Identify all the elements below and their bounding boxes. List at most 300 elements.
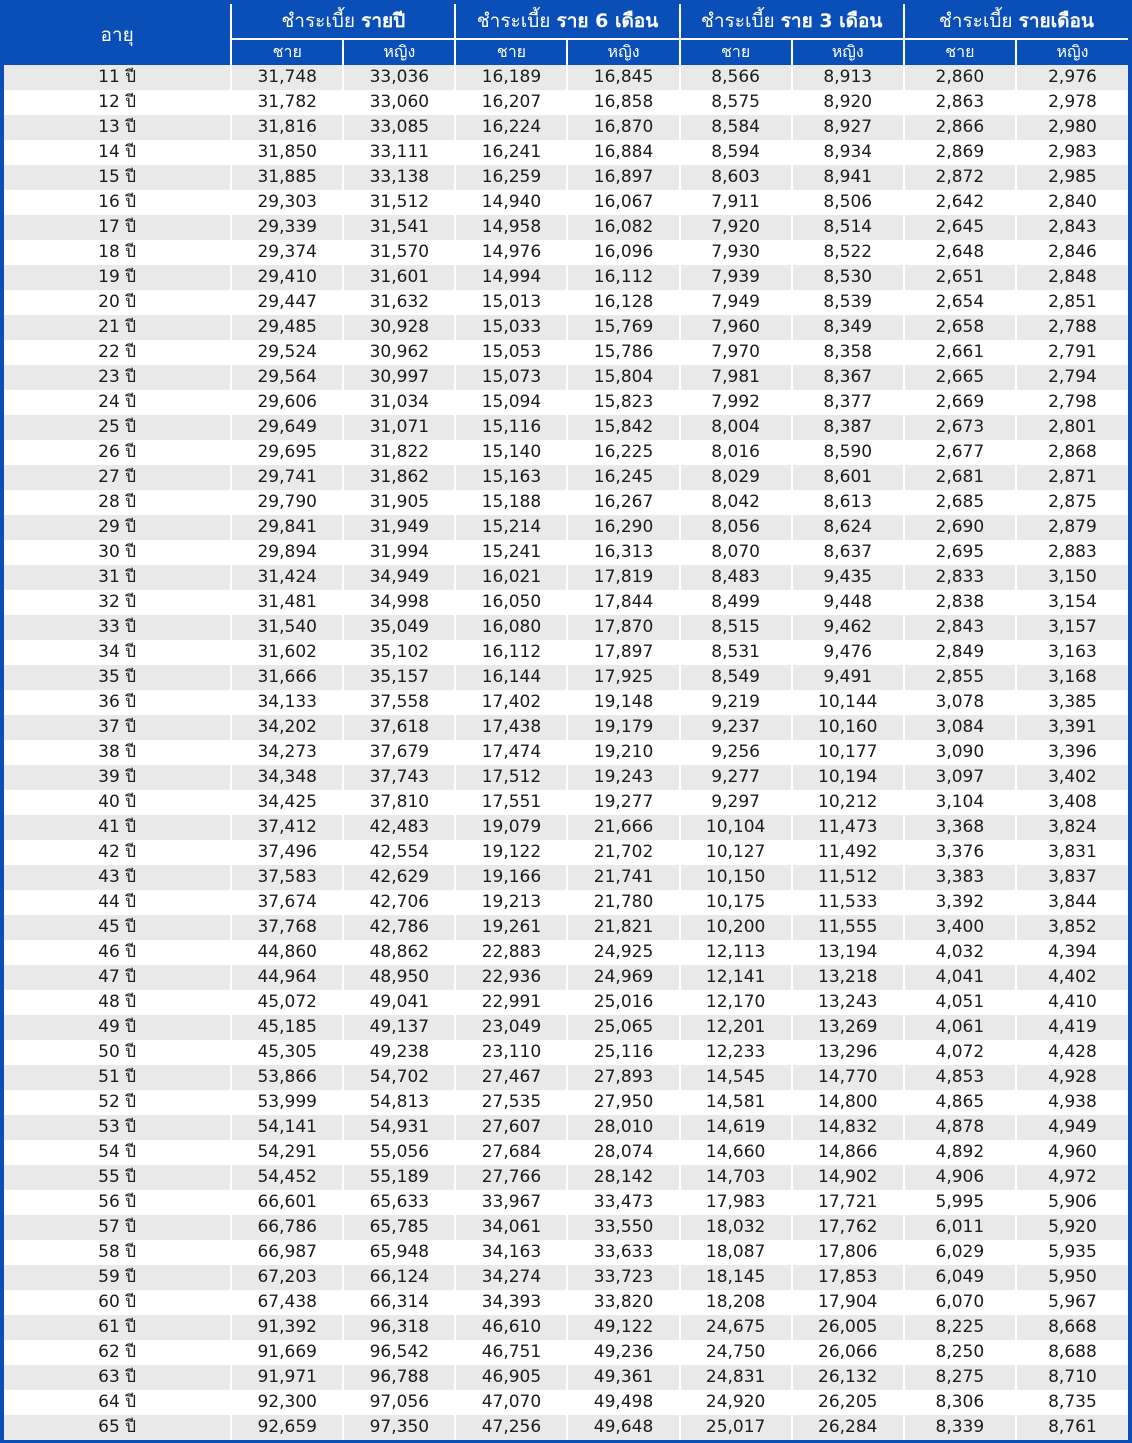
age-cell: 18 ปี: [4, 240, 230, 265]
female-header: หญิง: [342, 40, 454, 65]
annual-female-cell: 96,318: [342, 1315, 454, 1340]
table-row: [4, 965, 1128, 990]
annual-male-cell: 37,768: [230, 915, 342, 940]
annual-male-cell: 37,583: [230, 865, 342, 890]
quarterly-female-cell: 8,601: [791, 465, 903, 490]
semiannual-male-cell: 15,163: [454, 465, 566, 490]
monthly-male-cell: 6,070: [903, 1290, 1015, 1315]
quarterly-male-cell: 24,675: [679, 1315, 791, 1340]
monthly-male-cell: 2,866: [903, 115, 1015, 140]
age-cell: 25 ปี: [4, 415, 230, 440]
monthly-male-cell: 2,863: [903, 90, 1015, 115]
semiannual-male-cell: 16,112: [454, 640, 566, 665]
semiannual-male-cell: 34,163: [454, 1240, 566, 1265]
semiannual-female-cell: 16,225: [566, 440, 678, 465]
quarterly-male-cell: 18,145: [679, 1265, 791, 1290]
monthly-male-cell: 8,250: [903, 1340, 1015, 1365]
semiannual-female-cell: 16,267: [566, 490, 678, 515]
annual-male-cell: 66,601: [230, 1190, 342, 1215]
plan-header-3-month: [679, 4, 903, 40]
table-row: [4, 915, 1128, 940]
annual-female-cell: 31,601: [342, 265, 454, 290]
table-row: [4, 165, 1128, 190]
semiannual-female-cell: 49,236: [566, 1340, 678, 1365]
age-cell: 65 ปี: [4, 1415, 230, 1440]
age-header: อายุ: [4, 4, 230, 65]
table-row: [4, 940, 1128, 965]
annual-male-cell: 37,674: [230, 890, 342, 915]
quarterly-female-cell: 8,387: [791, 415, 903, 440]
table-row: [4, 665, 1128, 690]
semiannual-female-cell: 16,897: [566, 165, 678, 190]
quarterly-male-cell: 9,277: [679, 765, 791, 790]
annual-female-cell: 33,036: [342, 65, 454, 90]
quarterly-female-cell: 8,522: [791, 240, 903, 265]
semiannual-female-cell: 25,016: [566, 990, 678, 1015]
semiannual-female-cell: 33,723: [566, 1265, 678, 1290]
table-row: [4, 640, 1128, 665]
annual-female-cell: 37,743: [342, 765, 454, 790]
quarterly-female-cell: 8,913: [791, 65, 903, 90]
plan-header-6-month: [454, 4, 678, 40]
annual-male-cell: 54,452: [230, 1165, 342, 1190]
annual-male-cell: 29,339: [230, 215, 342, 240]
annual-female-cell: 96,542: [342, 1340, 454, 1365]
annual-male-cell: 31,424: [230, 565, 342, 590]
quarterly-female-cell: 8,927: [791, 115, 903, 140]
age-cell: 16 ปี: [4, 190, 230, 215]
monthly-female-cell: 5,935: [1015, 1240, 1128, 1265]
monthly-male-cell: 2,855: [903, 665, 1015, 690]
annual-female-cell: 37,558: [342, 690, 454, 715]
quarterly-female-cell: 17,853: [791, 1265, 903, 1290]
annual-male-cell: 67,203: [230, 1265, 342, 1290]
age-cell: 46 ปี: [4, 940, 230, 965]
semiannual-male-cell: 34,393: [454, 1290, 566, 1315]
table-row: [4, 90, 1128, 115]
table-row: [4, 115, 1128, 140]
quarterly-male-cell: 8,016: [679, 440, 791, 465]
table-row: [4, 565, 1128, 590]
quarterly-male-cell: 7,949: [679, 290, 791, 315]
annual-male-cell: 29,894: [230, 540, 342, 565]
age-cell: 24 ปี: [4, 390, 230, 415]
annual-female-cell: 97,056: [342, 1390, 454, 1415]
annual-female-cell: 65,948: [342, 1240, 454, 1265]
age-cell: 28 ปี: [4, 490, 230, 515]
age-cell: 34 ปี: [4, 640, 230, 665]
annual-female-cell: 37,810: [342, 790, 454, 815]
monthly-female-cell: 8,761: [1015, 1415, 1128, 1440]
table-header: [4, 4, 1128, 65]
annual-female-cell: 34,998: [342, 590, 454, 615]
quarterly-male-cell: 12,233: [679, 1040, 791, 1065]
quarterly-male-cell: 10,150: [679, 865, 791, 890]
semiannual-male-cell: 15,116: [454, 415, 566, 440]
age-cell: 56 ปี: [4, 1190, 230, 1215]
semiannual-female-cell: 33,820: [566, 1290, 678, 1315]
age-cell: 49 ปี: [4, 1015, 230, 1040]
plan-name: ราย 6 เดือน: [556, 10, 659, 32]
table-row: [4, 265, 1128, 290]
quarterly-male-cell: 14,619: [679, 1115, 791, 1140]
quarterly-male-cell: 7,911: [679, 190, 791, 215]
quarterly-female-cell: 8,377: [791, 390, 903, 415]
semiannual-female-cell: 21,666: [566, 815, 678, 840]
quarterly-female-cell: 14,866: [791, 1140, 903, 1165]
semiannual-male-cell: 17,438: [454, 715, 566, 740]
quarterly-male-cell: 8,603: [679, 165, 791, 190]
annual-male-cell: 29,447: [230, 290, 342, 315]
quarterly-male-cell: 8,584: [679, 115, 791, 140]
annual-male-cell: 31,602: [230, 640, 342, 665]
semiannual-female-cell: 15,769: [566, 315, 678, 340]
table-row: [4, 190, 1128, 215]
annual-male-cell: 31,540: [230, 615, 342, 640]
quarterly-female-cell: 8,941: [791, 165, 903, 190]
table-row: [4, 740, 1128, 765]
age-cell: 23 ปี: [4, 365, 230, 390]
age-cell: 19 ปี: [4, 265, 230, 290]
semiannual-female-cell: 19,243: [566, 765, 678, 790]
quarterly-female-cell: 13,243: [791, 990, 903, 1015]
quarterly-male-cell: 8,515: [679, 615, 791, 640]
monthly-male-cell: 2,838: [903, 590, 1015, 615]
age-cell: 12 ปี: [4, 90, 230, 115]
annual-female-cell: 37,679: [342, 740, 454, 765]
quarterly-male-cell: 8,042: [679, 490, 791, 515]
quarterly-male-cell: 10,200: [679, 915, 791, 940]
plan-header-monthly: [903, 4, 1128, 40]
semiannual-male-cell: 22,883: [454, 940, 566, 965]
age-cell: 11 ปี: [4, 65, 230, 90]
quarterly-female-cell: 10,212: [791, 790, 903, 815]
monthly-male-cell: 5,995: [903, 1190, 1015, 1215]
quarterly-female-cell: 10,177: [791, 740, 903, 765]
male-header: ชาย: [454, 40, 566, 65]
male-header: ชาย: [903, 40, 1015, 65]
monthly-female-cell: 4,960: [1015, 1140, 1128, 1165]
annual-female-cell: 33,085: [342, 115, 454, 140]
monthly-male-cell: 2,695: [903, 540, 1015, 565]
annual-male-cell: 66,987: [230, 1240, 342, 1265]
plan-prefix: ชำระเบี้ย: [476, 10, 551, 32]
annual-male-cell: 29,649: [230, 415, 342, 440]
annual-male-cell: 31,748: [230, 65, 342, 90]
annual-female-cell: 42,786: [342, 915, 454, 940]
monthly-female-cell: 2,875: [1015, 490, 1128, 515]
semiannual-female-cell: 17,844: [566, 590, 678, 615]
table-row: [4, 790, 1128, 815]
semiannual-male-cell: 14,958: [454, 215, 566, 240]
quarterly-female-cell: 8,624: [791, 515, 903, 540]
quarterly-female-cell: 9,462: [791, 615, 903, 640]
age-cell: 63 ปี: [4, 1365, 230, 1390]
semiannual-male-cell: 19,261: [454, 915, 566, 940]
monthly-male-cell: 3,400: [903, 915, 1015, 940]
annual-male-cell: 31,885: [230, 165, 342, 190]
quarterly-male-cell: 10,104: [679, 815, 791, 840]
quarterly-female-cell: 26,284: [791, 1415, 903, 1440]
semiannual-male-cell: 15,188: [454, 490, 566, 515]
semiannual-male-cell: 14,994: [454, 265, 566, 290]
monthly-female-cell: 3,852: [1015, 915, 1128, 940]
monthly-female-cell: 4,972: [1015, 1165, 1128, 1190]
quarterly-male-cell: 12,170: [679, 990, 791, 1015]
annual-male-cell: 34,202: [230, 715, 342, 740]
quarterly-male-cell: 18,087: [679, 1240, 791, 1265]
annual-male-cell: 92,300: [230, 1390, 342, 1415]
monthly-male-cell: 3,368: [903, 815, 1015, 840]
annual-female-cell: 30,997: [342, 365, 454, 390]
age-cell: 64 ปี: [4, 1390, 230, 1415]
quarterly-female-cell: 8,530: [791, 265, 903, 290]
semiannual-male-cell: 15,241: [454, 540, 566, 565]
monthly-female-cell: 2,976: [1015, 65, 1128, 90]
table-row: [4, 1365, 1128, 1390]
monthly-female-cell: 3,163: [1015, 640, 1128, 665]
monthly-male-cell: 3,097: [903, 765, 1015, 790]
semiannual-male-cell: 17,474: [454, 740, 566, 765]
monthly-female-cell: 3,831: [1015, 840, 1128, 865]
age-cell: 13 ปี: [4, 115, 230, 140]
monthly-female-cell: 2,868: [1015, 440, 1128, 465]
quarterly-male-cell: 8,531: [679, 640, 791, 665]
quarterly-male-cell: 9,219: [679, 690, 791, 715]
monthly-female-cell: 2,801: [1015, 415, 1128, 440]
table-row: [4, 1190, 1128, 1215]
annual-female-cell: 49,238: [342, 1040, 454, 1065]
monthly-female-cell: 8,688: [1015, 1340, 1128, 1365]
age-cell: 45 ปี: [4, 915, 230, 940]
monthly-male-cell: 3,104: [903, 790, 1015, 815]
semiannual-male-cell: 46,610: [454, 1315, 566, 1340]
monthly-female-cell: 2,851: [1015, 290, 1128, 315]
annual-male-cell: 53,999: [230, 1090, 342, 1115]
age-cell: 37 ปี: [4, 715, 230, 740]
monthly-male-cell: 2,860: [903, 65, 1015, 90]
annual-female-cell: 31,034: [342, 390, 454, 415]
quarterly-male-cell: 14,660: [679, 1140, 791, 1165]
annual-female-cell: 42,706: [342, 890, 454, 915]
male-header: ชาย: [230, 40, 342, 65]
monthly-female-cell: 5,967: [1015, 1290, 1128, 1315]
age-cell: 29 ปี: [4, 515, 230, 540]
monthly-male-cell: 4,061: [903, 1015, 1015, 1040]
monthly-female-cell: 3,154: [1015, 590, 1128, 615]
monthly-male-cell: 8,275: [903, 1365, 1015, 1390]
quarterly-male-cell: 9,237: [679, 715, 791, 740]
monthly-male-cell: 2,849: [903, 640, 1015, 665]
annual-female-cell: 35,157: [342, 665, 454, 690]
age-cell: 21 ปี: [4, 315, 230, 340]
quarterly-male-cell: 9,297: [679, 790, 791, 815]
semiannual-male-cell: 16,021: [454, 565, 566, 590]
semiannual-male-cell: 46,751: [454, 1340, 566, 1365]
monthly-male-cell: 4,906: [903, 1165, 1015, 1190]
age-cell: 62 ปี: [4, 1340, 230, 1365]
monthly-male-cell: 2,843: [903, 615, 1015, 640]
table-row: [4, 865, 1128, 890]
monthly-male-cell: 6,029: [903, 1240, 1015, 1265]
table-row: [4, 590, 1128, 615]
monthly-male-cell: 3,090: [903, 740, 1015, 765]
table-row: [4, 890, 1128, 915]
monthly-female-cell: 5,906: [1015, 1190, 1128, 1215]
semiannual-female-cell: 16,096: [566, 240, 678, 265]
monthly-male-cell: 4,865: [903, 1090, 1015, 1115]
annual-female-cell: 31,994: [342, 540, 454, 565]
semiannual-male-cell: 27,535: [454, 1090, 566, 1115]
table-body: [4, 65, 1128, 1440]
semiannual-female-cell: 25,065: [566, 1015, 678, 1040]
quarterly-male-cell: 7,960: [679, 315, 791, 340]
age-cell: 59 ปี: [4, 1265, 230, 1290]
annual-male-cell: 37,412: [230, 815, 342, 840]
annual-female-cell: 54,931: [342, 1115, 454, 1140]
semiannual-female-cell: 28,142: [566, 1165, 678, 1190]
semiannual-female-cell: 17,925: [566, 665, 678, 690]
annual-female-cell: 66,314: [342, 1290, 454, 1315]
annual-male-cell: 31,816: [230, 115, 342, 140]
annual-female-cell: 31,071: [342, 415, 454, 440]
annual-male-cell: 29,524: [230, 340, 342, 365]
annual-male-cell: 53,866: [230, 1065, 342, 1090]
annual-male-cell: 45,305: [230, 1040, 342, 1065]
monthly-male-cell: 3,383: [903, 865, 1015, 890]
age-cell: 43 ปี: [4, 865, 230, 890]
quarterly-female-cell: 8,934: [791, 140, 903, 165]
plan-name: รายปี: [361, 10, 406, 32]
quarterly-male-cell: 8,070: [679, 540, 791, 565]
premium-table: [4, 4, 1128, 1440]
quarterly-male-cell: 8,566: [679, 65, 791, 90]
semiannual-female-cell: 33,473: [566, 1190, 678, 1215]
age-cell: 42 ปี: [4, 840, 230, 865]
quarterly-male-cell: 8,594: [679, 140, 791, 165]
annual-female-cell: 31,949: [342, 515, 454, 540]
semiannual-male-cell: 15,140: [454, 440, 566, 465]
quarterly-female-cell: 13,194: [791, 940, 903, 965]
quarterly-male-cell: 8,056: [679, 515, 791, 540]
quarterly-female-cell: 26,132: [791, 1365, 903, 1390]
monthly-female-cell: 2,985: [1015, 165, 1128, 190]
semiannual-female-cell: 16,884: [566, 140, 678, 165]
monthly-male-cell: 2,690: [903, 515, 1015, 540]
quarterly-male-cell: 18,208: [679, 1290, 791, 1315]
annual-male-cell: 91,669: [230, 1340, 342, 1365]
table-row: [4, 540, 1128, 565]
annual-female-cell: 31,822: [342, 440, 454, 465]
semiannual-female-cell: 15,842: [566, 415, 678, 440]
annual-male-cell: 34,425: [230, 790, 342, 815]
semiannual-male-cell: 17,402: [454, 690, 566, 715]
quarterly-male-cell: 7,970: [679, 340, 791, 365]
monthly-female-cell: 2,871: [1015, 465, 1128, 490]
annual-male-cell: 29,374: [230, 240, 342, 265]
quarterly-male-cell: 8,549: [679, 665, 791, 690]
monthly-male-cell: 2,677: [903, 440, 1015, 465]
monthly-female-cell: 4,410: [1015, 990, 1128, 1015]
quarterly-male-cell: 8,004: [679, 415, 791, 440]
annual-male-cell: 29,303: [230, 190, 342, 215]
table-row: [4, 390, 1128, 415]
monthly-male-cell: 4,072: [903, 1040, 1015, 1065]
semiannual-male-cell: 22,991: [454, 990, 566, 1015]
table-row: [4, 815, 1128, 840]
annual-female-cell: 54,813: [342, 1090, 454, 1115]
quarterly-female-cell: 8,358: [791, 340, 903, 365]
age-cell: 52 ปี: [4, 1090, 230, 1115]
age-cell: 26 ปี: [4, 440, 230, 465]
semiannual-female-cell: 15,786: [566, 340, 678, 365]
semiannual-female-cell: 24,925: [566, 940, 678, 965]
semiannual-female-cell: 28,074: [566, 1140, 678, 1165]
annual-male-cell: 29,606: [230, 390, 342, 415]
quarterly-male-cell: 12,141: [679, 965, 791, 990]
monthly-female-cell: 8,668: [1015, 1315, 1128, 1340]
semiannual-male-cell: 47,256: [454, 1415, 566, 1440]
monthly-female-cell: 8,710: [1015, 1365, 1128, 1390]
quarterly-female-cell: 26,005: [791, 1315, 903, 1340]
monthly-male-cell: 8,306: [903, 1390, 1015, 1415]
table-row: [4, 840, 1128, 865]
quarterly-female-cell: 10,160: [791, 715, 903, 740]
annual-male-cell: 91,971: [230, 1365, 342, 1390]
annual-female-cell: 49,137: [342, 1015, 454, 1040]
quarterly-male-cell: 7,992: [679, 390, 791, 415]
table-row: [4, 715, 1128, 740]
plan-name: รายเดือน: [1018, 10, 1094, 32]
monthly-female-cell: 3,157: [1015, 615, 1128, 640]
table-row: [4, 1315, 1128, 1340]
semiannual-male-cell: 19,122: [454, 840, 566, 865]
semiannual-male-cell: 15,013: [454, 290, 566, 315]
semiannual-male-cell: 15,094: [454, 390, 566, 415]
age-cell: 50 ปี: [4, 1040, 230, 1065]
quarterly-male-cell: 14,703: [679, 1165, 791, 1190]
quarterly-female-cell: 8,920: [791, 90, 903, 115]
annual-female-cell: 35,049: [342, 615, 454, 640]
table-row: [4, 690, 1128, 715]
semiannual-female-cell: 15,823: [566, 390, 678, 415]
quarterly-male-cell: 9,256: [679, 740, 791, 765]
male-header: ชาย: [679, 40, 791, 65]
age-cell: 40 ปี: [4, 790, 230, 815]
semiannual-female-cell: 19,179: [566, 715, 678, 740]
table-row: [4, 1140, 1128, 1165]
semiannual-female-cell: 16,067: [566, 190, 678, 215]
table-row: [4, 440, 1128, 465]
semiannual-female-cell: 28,010: [566, 1115, 678, 1140]
quarterly-female-cell: 13,218: [791, 965, 903, 990]
annual-male-cell: 44,860: [230, 940, 342, 965]
age-cell: 36 ปี: [4, 690, 230, 715]
table-row: [4, 1115, 1128, 1140]
semiannual-female-cell: 15,804: [566, 365, 678, 390]
age-cell: 35 ปี: [4, 665, 230, 690]
quarterly-female-cell: 8,506: [791, 190, 903, 215]
monthly-female-cell: 2,791: [1015, 340, 1128, 365]
age-cell: 58 ปี: [4, 1240, 230, 1265]
table-row: [4, 290, 1128, 315]
annual-female-cell: 30,962: [342, 340, 454, 365]
age-cell: 31 ปี: [4, 565, 230, 590]
quarterly-male-cell: 18,032: [679, 1215, 791, 1240]
age-cell: 48 ปี: [4, 990, 230, 1015]
table-row: [4, 465, 1128, 490]
annual-male-cell: 29,790: [230, 490, 342, 515]
